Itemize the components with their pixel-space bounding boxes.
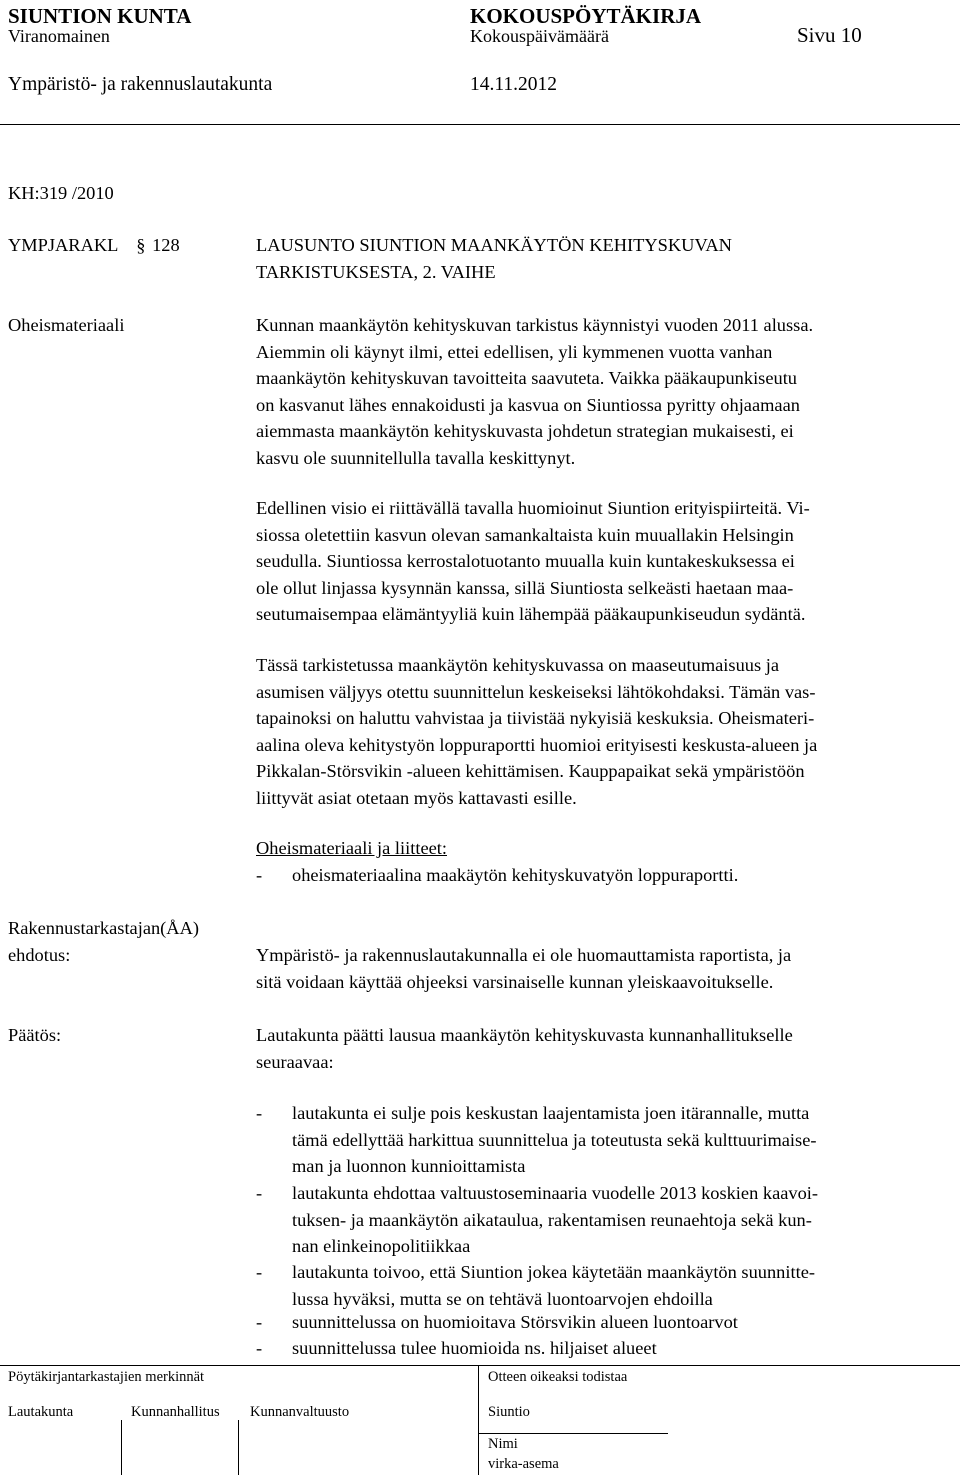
text-line: nan elinkeinopolitiikkaa [292,1236,471,1256]
text-line: Kunnan maankäytön kehityskuvan tarkistus käynnistyi vuoden 2011 alussa. [256,315,814,335]
authority-name: Ympäristö- ja rakennuslautakunta [8,74,273,95]
proposal-label [8,915,199,968]
text-line: lussa hyväksi, mutta se on tehtävä luontoarvojen ehdoilla [292,1288,713,1309]
text-line: lautakunta toivoo, että Siuntion jokea käytetään maankäytön suunnitte- [292,1262,815,1282]
text-line: Edellinen visio ei riittävällä tavalla huomioinut Siuntion erityispiirteitä. Vi- [256,498,810,518]
decision-item [292,1100,816,1180]
date-label: Kokouspäivämäärä [470,26,609,46]
section-reference [8,232,180,259]
municipality-name: SIUNTION KUNTA [8,4,192,28]
proposal-label-line: ehdotus: [8,944,71,965]
text-line: aiemmasta maankäytön kehityskuvasta johdetun strategian mukaisesti, ei [256,421,794,441]
paragraph-1 [256,312,956,471]
text-line: tämä edellyttää harkittua suunnittelua ja toteutusta sekä kulttuurimaise- [292,1129,817,1150]
footer-col-kunnanhallitus: Kunnanhallitus [131,1404,220,1420]
text-line: seutumaisempaa elämäntyyliä kuin lähempää pääkaupunkiseudun sydäntä. [256,604,806,624]
text-line: suunnittelussa on huomioitava Störsvikin alueen luontoarvot [292,1312,738,1332]
text-line: aalina oleva kehitystyön loppuraportti huomioi erityisesti keskusta-alueen ja [256,734,818,755]
case-title-line: LAUSUNTO SIUNTION MAANKÄYTÖN KEHITYSKUVAN [256,235,732,255]
case-title [256,232,956,285]
bullet-dash: - [256,1103,263,1123]
decision-item [292,1335,657,1362]
text-line: siossa oletettiin kasvun olevan samankaltaista kuin muuallakin Helsingin [256,524,794,545]
decision-item [292,1309,738,1336]
text-line: liittyvät asiat otetaan myös kattavasti esille. [256,787,577,808]
text-line: ole ollut linjassa kysynnän kanssa, sillä Siuntiosta selkeästi haetaan maa- [256,577,794,598]
kh-reference: KH:319 /2010 [8,183,114,203]
paragraph-2 [256,495,956,628]
text-line: seuraavaa: [256,1051,334,1072]
text-line: seudulla. Siuntiossa kerrostalotuotanto muualla kuin kuntakeskuksessa ei [256,551,795,571]
footer-col-divider-1 [121,1420,122,1475]
text-line: sitä voidaan käyttää ohjeeksi varsinaiselle kunnan yleiskaavoitukselle. [256,971,774,992]
page-number: Sivu 10 [797,23,862,47]
attachment-item: oheismateriaalina maakäytön kehityskuvatyön loppuraportti. [292,865,739,885]
header-rule [0,124,960,125]
footer-col-kunnanvaltuusto: Kunnanvaltuusto [250,1404,350,1420]
decision-item [292,1259,815,1312]
text-line: kasvu ole suunnitellulla tavalla keskittynyt. [256,447,576,468]
text-line: lautakunta ehdottaa valtuustoseminaaria vuodelle 2013 koskien kaavoi- [292,1183,819,1203]
bullet-dash: - [256,865,263,885]
decision-item [292,1180,818,1260]
footer-col-lautakunta: Lautakunta [8,1404,74,1420]
section-symbol: § [136,235,146,255]
decision-text [256,1022,956,1075]
footer-divider [478,1365,479,1475]
attachments-heading: Oheismateriaali ja liitteet: [256,838,447,858]
proposal-text [256,942,956,995]
bullet-dash: - [256,1338,263,1358]
text-line: tapainoksi on haluttu vahvistaa ja tiivistää nykyisiä keskuksia. Oheismateri- [256,708,815,728]
text-line: man ja luonnon kunnioittamista [292,1156,526,1176]
case-title-line: TARKISTUKSESTA, 2. VAIHE [256,261,496,282]
section-code: YMPJARAKL [8,235,118,255]
certified-label: Otteen oikeaksi todistaa [488,1369,628,1385]
proposal-label-line: Rakennustarkastajan(ÅA) [8,918,199,938]
attachments-label: Oheismateriaali [8,315,125,335]
meeting-date: 14.11.2012 [470,74,558,95]
name-label: Nimi [488,1436,518,1452]
title-label: virka-asema [488,1456,559,1472]
text-line: Ympäristö- ja rakennuslautakunnalla ei ole huomauttamista raportista, ja [256,945,792,965]
text-line: Aiemmin oli käynyt ilmi, ettei edellisen, yli kymmenen vuotta vanhan [256,341,773,362]
paragraph-3 [256,652,956,811]
footer-rule [0,1365,960,1366]
document-type: KOKOUSPÖYTÄKIRJA [470,4,702,28]
decision-label: Päätös: [8,1025,62,1045]
section-number: 128 [152,235,180,255]
footer-name-rule [478,1433,668,1434]
text-line: Pikkalan-Störsvikin -alueen kehittämisen. Kauppapaikat sekä ympäristöön [256,761,805,781]
text-line: Lautakunta päätti lausua maankäytön kehityskuvasta kunnanhallitukselle [256,1025,793,1045]
text-line: tuksen- ja maankäytön aikataulua, rakentamisen reunaehtoja sekä kun- [292,1209,812,1230]
bullet-dash: - [256,1312,263,1332]
text-line: on kasvanut lähes ennakoidusti ja kasvua on Siuntiossa pyritty ohjaamaan [256,394,800,415]
text-line: lautakunta ei sulje pois keskustan laajentamista joen itärannalle, mutta [292,1103,810,1123]
text-line: maankäytön kehityskuvan tavoitteita saavuteta. Vaikka pääkaupunkiseutu [256,368,798,388]
text-line: asumisen väljyys otettu suunnittelun keskeiseksi lähtökohdaksi. Tämän vas- [256,681,816,702]
footer-col-divider-2 [238,1420,239,1475]
signatures-label: Pöytäkirjantarkastajien merkinnät [8,1369,205,1385]
text-line: suunnittelussa tulee huomioida ns. hiljaiset alueet [292,1338,657,1358]
certified-place: Siuntio [488,1404,530,1420]
authority-label: Viranomainen [8,26,110,46]
bullet-dash: - [256,1183,263,1203]
bullet-dash: - [256,1262,263,1282]
text-line: Tässä tarkistetussa maankäytön kehityskuvassa on maaseutumaisuus ja [256,655,779,675]
